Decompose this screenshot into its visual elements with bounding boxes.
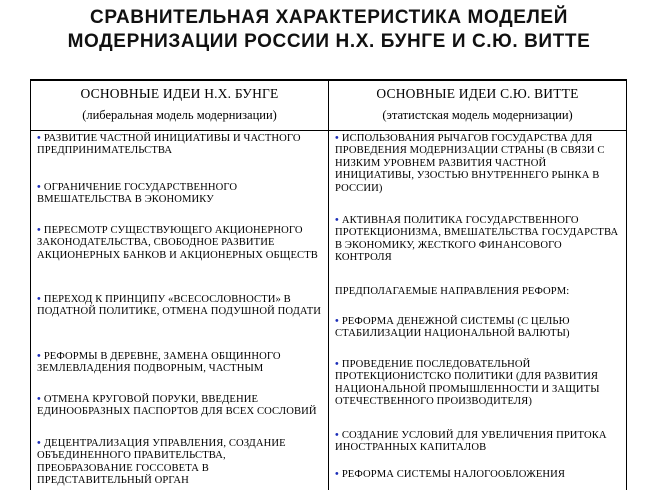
bullet-icon: •	[37, 182, 41, 193]
bunge-idea-item: • РЕФОРМЫ В ДЕРЕВНЕ, ЗАМЕНА ОБЩИННОГО ЗЕМЛЕВЛАДЕНИЯ ПОДВОРНЫМ, ЧАСТНЫМ	[37, 351, 281, 375]
header-bunge-title: ОСНОВНЫЕ ИДЕИ Н.Х. БУНГЕ	[80, 86, 279, 101]
bullet-icon: •	[335, 430, 339, 441]
bunge-idea-item: • РАЗВИТИЕ ЧАСТНОЙ ИНИЦИАТИВЫ И ЧАСТНОГО ПРЕДПРИНИМАТЕЛЬСТВА	[37, 133, 301, 157]
bullet-icon: •	[37, 394, 41, 405]
bunge-idea-item: • ОТМЕНА КРУГОВОЙ ПОРУКИ, ВВЕДЕНИЕ ЕДИНООБРАЗНЫХ ПАСПОРТОВ ДЛЯ ВСЕХ СОСЛОВИЙ	[37, 394, 317, 418]
header-bunge-subtitle: (либеральная модель модернизации)	[82, 108, 277, 122]
bullet-icon: •	[37, 438, 41, 449]
bunge-idea-item: • ПЕРЕХОД К ПРИНЦИПУ «ВСЕСОСЛОВНОСТИ» В ПОДАТНОЙ ПОЛИТИКЕ, ОТМЕНА ПОДУШНОЙ ПОДАТИ	[37, 294, 322, 318]
bunge-idea-item: • ПЕРЕСМОТР СУЩЕСТВУЮЩЕГО АКЦИОНЕРНОГО ЗАКОНОДАТЕЛЬСТВА, СВОБОДНОЕ РАЗВИТИЕ АКЦИОНЕРНЫХ БАНКОВ И АКЦИОНЕРНЫХ ОБЩЕСТВ	[37, 225, 318, 261]
header-witte-title: ОСНОВНЫЕ ИДЕИ С.Ю. ВИТТЕ	[376, 86, 579, 101]
bunge-idea-item: • ДЕЦЕНТРАЛИЗАЦИЯ УПРАВЛЕНИЯ, СОЗДАНИЕ ОБЪЕДИНЕННОГО ПРАВИТЕЛЬСТВА, ПРЕОБРАЗОВАНИЕ ГОССОВЕТА В ПРЕДСТАВИТЕЛЬНЫЙ ОРГАН	[37, 438, 286, 487]
bullet-icon: •	[335, 133, 339, 144]
witte-reform-item: • ПРОВЕДЕНИЕ ПОСЛЕДОВАТЕЛЬНОЙ ПРОТЕКЦИОНИСТСКО ПОЛИТИКИ (ДЛЯ РАЗВИТИЯ НАЦИОНАЛЬНОЙ ПРОМЫШЛЕННОСТИ И ЗАЩИТЫ ОТЕЧЕСТВЕННОГО ПРОИЗВОДИТЕЛЯ)	[335, 359, 600, 408]
witte-idea-item: • АКТИВНАЯ ПОЛИТИКА ГОСУДАРСТВЕННОГО ПРОТЕКЦИОНИЗМА, ВМЕШАТЕЛЬСТВА ГОСУДАРСТВА В ЭКОНОМИКУ, ЖЕСТКОГО ФИНАНСОВОГО КОНТРОЛЯ	[335, 215, 619, 264]
witte-reform-item: • РЕФОРМА ДЕНЕЖНОЙ СИСТЕМЫ (С ЦЕЛЬЮ СТАБИЛИЗАЦИИ НАЦИОНАЛЬНОЙ ВАЛЮТЫ)	[335, 316, 570, 340]
bunge-idea-item: • ОГРАНИЧЕНИЕ ГОСУДАРСТВЕННОГО ВМЕШАТЕЛЬСТВА В ЭКОНОМИКУ	[37, 182, 238, 206]
title-line-1: СРАВНИТЕЛЬНАЯ ХАРАКТЕРИСТИКА МОДЕЛЕЙ	[90, 7, 568, 28]
bullet-icon: •	[37, 351, 41, 362]
bullet-icon: •	[335, 316, 339, 327]
bullet-icon: •	[37, 133, 41, 144]
witte-reform-item: • СОЗДАНИЕ УСЛОВИЙ ДЛЯ УВЕЛИЧЕНИЯ ПРИТОКА ИНОСТРАННЫХ КАПИТАЛОВ	[335, 430, 607, 454]
reform-directions-subheading: ПРЕДПОЛАГАЕМЫЕ НАПРАВЛЕНИЯ РЕФОРМ:	[335, 286, 570, 297]
header-bunge	[31, 81, 328, 131]
bullet-icon: •	[335, 215, 339, 226]
header-witte-subtitle: (этатистская модель модернизации)	[382, 108, 573, 122]
table-header-row	[31, 81, 626, 131]
title-line-2: МОДЕРНИЗАЦИИ РОССИИ Н.Х. БУНГЕ И С.Ю. ВИТТЕ	[67, 31, 591, 52]
header-witte	[329, 81, 626, 131]
bullet-icon: •	[335, 359, 339, 370]
comparison-table	[30, 79, 627, 490]
column-divider	[328, 81, 329, 490]
page-title	[0, 6, 658, 54]
bullet-icon: •	[37, 294, 41, 305]
witte-idea-item: • ИСПОЛЬЗОВАНИЯ РЫЧАГОВ ГОСУДАРСТВА ДЛЯ ПРОВЕДЕНИЯ МОДЕРНИЗАЦИИ СТРАНЫ (В СВЯЗИ С НИЗКИМ УРОВНЕМ РАЗВИТИЯ ЧАСТНОЙ ИНИЦИАТИВЫ, УЗОСТЬЮ ВНУТРЕННЕГО РЫНКА В РОССИИ)	[335, 133, 605, 194]
bullet-icon: •	[335, 469, 339, 480]
bullet-icon: •	[37, 225, 41, 236]
witte-reform-item: • РЕФОРМА СИСТЕМЫ НАЛОГООБЛОЖЕНИЯ	[335, 469, 566, 480]
